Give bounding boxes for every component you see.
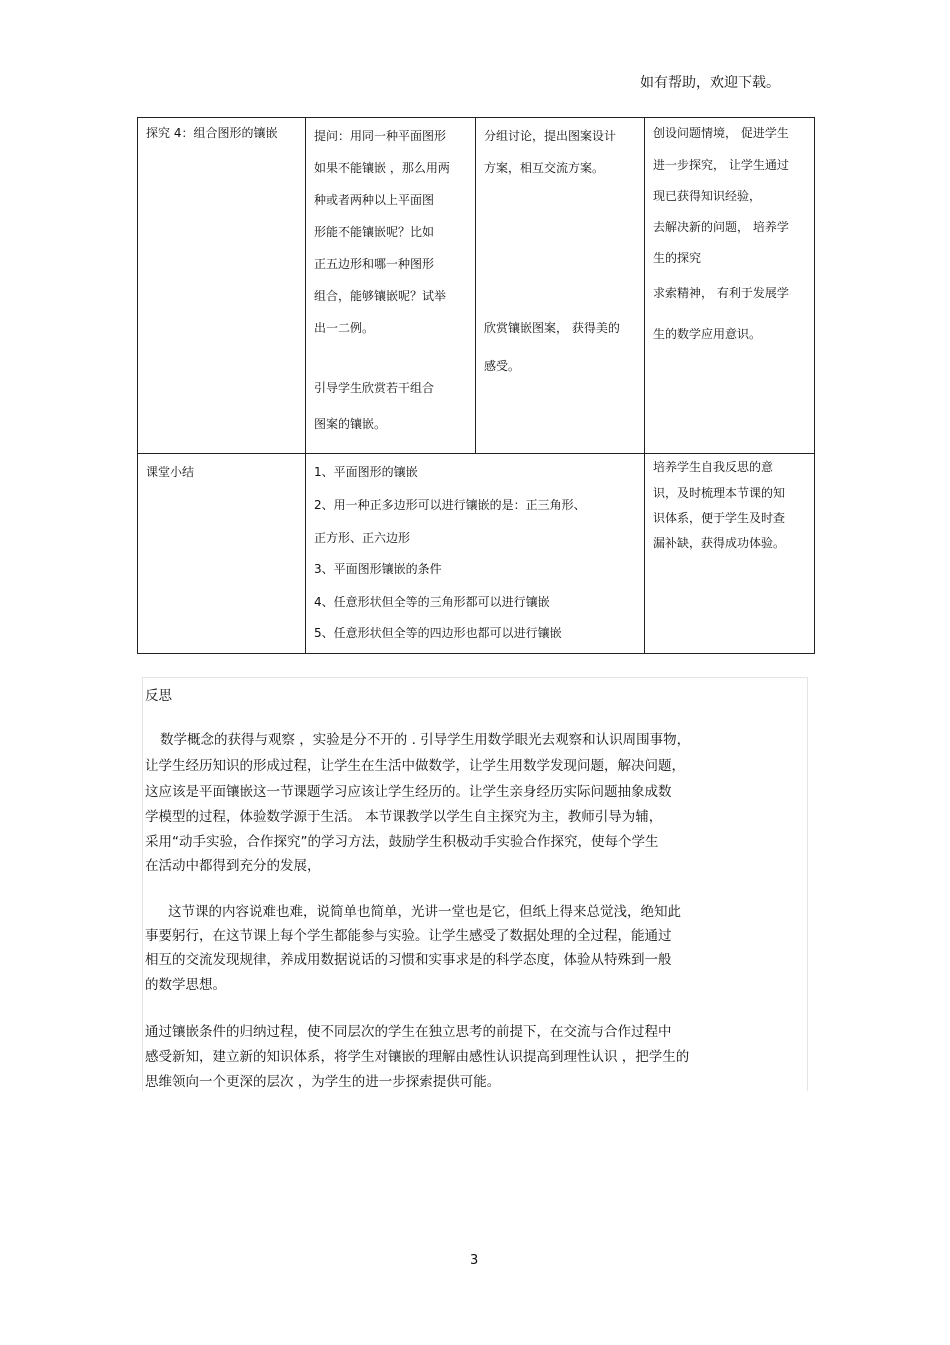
summary-line: 4、任意形状但全等的三角形都可以进行镶嵌	[314, 595, 550, 609]
summary-intent-line: 漏补缺，获得成功体验。	[653, 536, 786, 550]
table-row-explore	[138, 118, 815, 454]
explore-title: 探究 4：组合图形的镶嵌	[146, 126, 278, 140]
summary-line: 2、用一种正多边形可以进行镶嵌的是：正三角形、	[314, 498, 586, 512]
intent-line: 现已获得知识经验，	[653, 189, 762, 203]
student-line	[484, 191, 636, 223]
student-line: 感受。	[484, 359, 521, 373]
reflection-line: 这应该是平面镶嵌这一节课题学习应该让学生经历的。让学生亲身经历实际问题抽象成数	[145, 784, 672, 800]
reflection-line: 通过镶嵌条件的归纳过程，使不同层次的学生在独立思考的前提下，在交流与合作过程中	[145, 1024, 672, 1040]
reflection-line: 采用“动手实验，合作探究”的学习方法，鼓励学生积极动手实验合作探究，使每个学生	[145, 834, 659, 850]
reflection-line: 数学概念的获得与观察 ，实验是分不开的 . 引导学生用数学眼光去观察和认识周围事物，	[160, 732, 691, 748]
page-number: 3	[470, 1253, 479, 1268]
teacher-line: 形能不能镶嵌呢？比如	[314, 225, 435, 239]
reflection-line: 这节课的内容说难也难，说简单也简单，光讲一堂也是它，但纸上得来总觉浅，绝知此	[168, 904, 681, 920]
intent-line: 生的探究	[653, 251, 702, 265]
student-line: 方案，相互交流方案。	[484, 161, 605, 175]
header-note: 如有帮助，欢迎下载。	[640, 75, 780, 91]
reflection-line: 思维领向一个更深的层次 ，为学生的进一步探索提供可能。	[145, 1074, 501, 1090]
explore-student-cell	[476, 118, 645, 454]
explore-intent-cell	[645, 118, 815, 454]
intent-line: 去解决新的问题， 培养学	[653, 220, 789, 234]
student-line	[484, 287, 636, 319]
reflection-line: 事要躬行，在这节课上每个学生都能参与实验。让学生感受了数据处理的全过程，能通过	[145, 928, 672, 944]
summary-intent-cell	[645, 454, 815, 654]
reflection-line: 学模型的过程，体验数学源于生活。 本节课教学以学生自主探究为主，教师引导为辅，	[145, 809, 663, 825]
explore-title-cell	[138, 118, 306, 454]
explore-teacher-cell	[306, 118, 476, 454]
summary-title: 课堂小结	[146, 465, 195, 479]
teacher-line: 图案的镶嵌。	[314, 417, 387, 431]
teacher-line: 种或者两种以上平面图	[314, 193, 435, 207]
summary-intent-line: 培养学生自我反思的意	[653, 460, 774, 474]
summary-line: 正方形、正六边形	[314, 531, 411, 545]
intent-line: 创设问题情境， 促进学生	[653, 126, 789, 140]
teacher-line: 如果不能镶嵌 ，那么用两	[314, 161, 450, 175]
summary-intent-line: 识体系，便于学生及时查	[653, 511, 786, 525]
intent-line: 生的数学应用意识。	[653, 327, 762, 341]
reflection-title: 反思	[145, 688, 172, 704]
teacher-line: 出一二例。	[314, 321, 375, 335]
summary-line: 3、平面图形镶嵌的条件	[314, 562, 442, 576]
summary-intent-line: 识，及时梳理本节课的知	[653, 486, 786, 500]
student-line: 欣赏镶嵌图案， 获得美的	[484, 321, 620, 335]
summary-line: 5、任意形状但全等的四边形也都可以进行镶嵌	[314, 626, 562, 640]
intent-line: 进一步探究， 让学生通过	[653, 158, 789, 172]
teacher-line	[314, 351, 467, 379]
lesson-plan-table	[137, 117, 815, 654]
student-line: 分组讨论，提出图案设计	[484, 129, 617, 143]
reflection-line: 在活动中都得到充分的发展，	[145, 858, 321, 874]
teacher-line: 提问：用同一种平面图形	[314, 129, 447, 143]
teacher-line: 正五边形和哪一种图形	[314, 257, 435, 271]
table-row-summary	[138, 454, 815, 654]
student-line	[484, 255, 636, 287]
intent-line: 求索精神， 有利于发展学	[653, 286, 789, 300]
teacher-line: 组合，能够镶嵌呢？试举	[314, 289, 447, 303]
reflection-line: 相互的交流发现规律，养成用数据说话的习惯和实事求是的科学态度，体验从特殊到一般	[145, 952, 672, 968]
teacher-line: 引导学生欣赏若干组合	[314, 381, 435, 395]
reflection-section	[142, 677, 808, 1091]
reflection-line: 的数学思想。	[145, 977, 226, 993]
summary-line: 1、平面图形的镶嵌	[314, 465, 418, 479]
reflection-line: 感受新知，建立新的知识体系，将学生对镶嵌的理解由感性认识提高到理性认识 ，把学生的	[145, 1049, 690, 1065]
student-line	[484, 223, 636, 255]
summary-title-cell	[138, 454, 306, 654]
summary-content-cell	[306, 454, 645, 654]
reflection-line: 让学生经历知识的形成过程，让学生在生活中做数学，让学生用数学发现问题，解决问题，	[145, 758, 685, 774]
